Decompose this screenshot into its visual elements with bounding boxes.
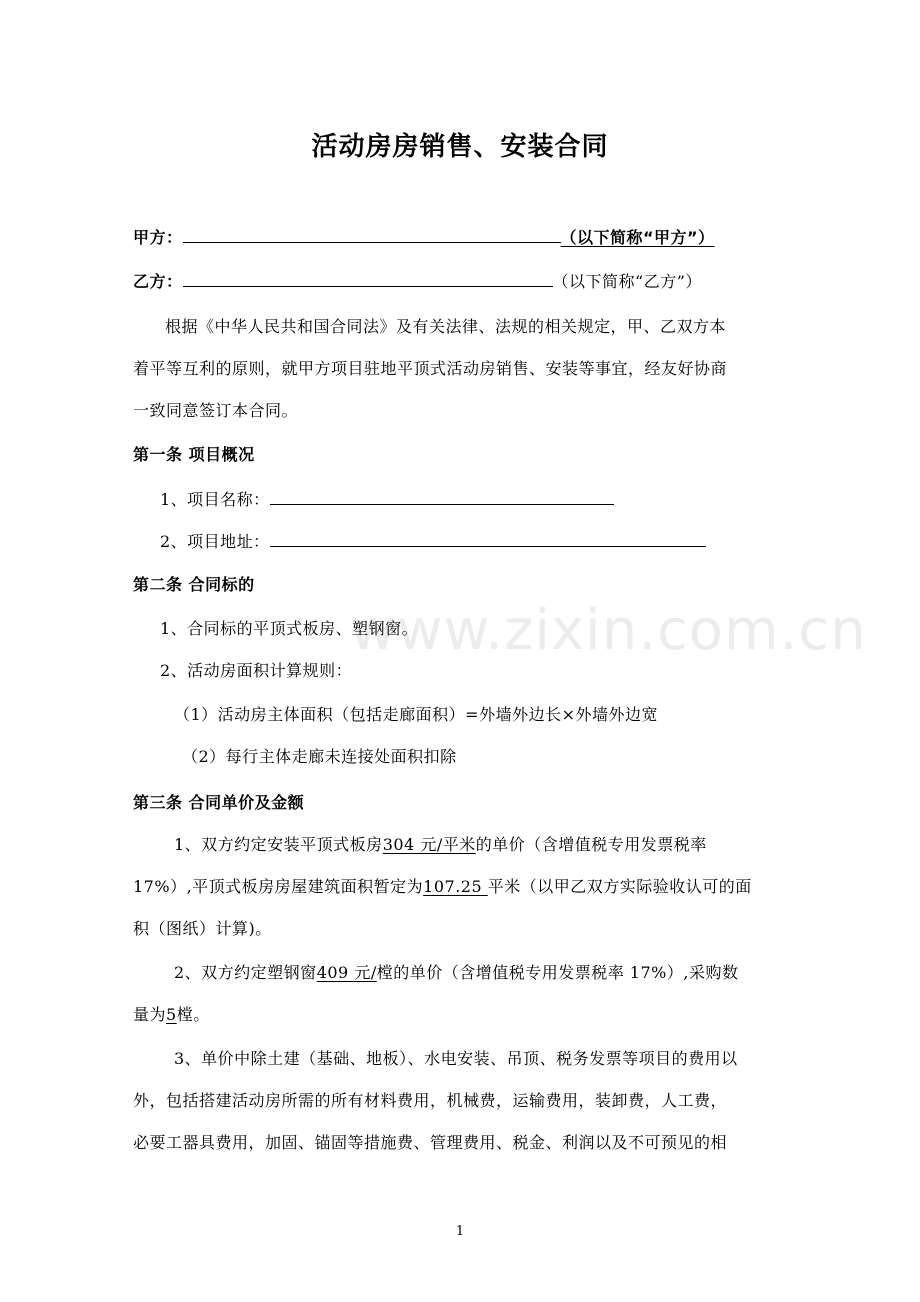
project-address-line [160,528,706,552]
party-a-line [133,224,715,248]
project-name-label: 1、项目名称： [160,490,270,509]
article3-p1-line3: 积（图纸）计算)。 [133,919,272,938]
article3-p3-line1: 3、单价中除土建（基础、地板）、水电安装、吊顶、税务发票等项目的费用以 [174,1049,738,1068]
page-number: 1 [455,1224,465,1239]
window-quantity: 5 [166,1005,177,1024]
board-house-unit-price: 304 元/平米 [382,835,476,854]
article2-heading: 第二条 合同标的 [133,575,255,594]
project-address-label: 2、项目地址： [160,532,270,551]
article3-p2-text-d: 樘。 [176,1005,210,1024]
article3-heading: 第三条 合同单价及金额 [133,793,305,812]
preamble-line-3: 一致同意签订本合同。 [133,401,299,420]
article2-item1: 1、合同标的平顶式板房、塑钢窗。 [160,619,419,638]
project-name-line [160,486,614,510]
article3-p1-text-c: 17%）,平顶式板房房屋建筑面积暂定为 [133,877,424,896]
article2-item2: 2、活动房面积计算规则： [160,661,353,680]
article3-p1-text-b: 的单价（含增值税专用发票税率 [475,835,707,854]
article3-p1-text-d: 平米（以甲乙双方实际验收认可的面 [487,877,752,896]
contract-title: 活动房房销售、安装合同 [311,132,609,162]
article3-p1-line2 [133,874,752,897]
article3-p2-line1 [174,960,738,983]
party-b-line [133,268,702,292]
building-area-value: 107.25 [423,877,488,896]
party-a-label: 甲方： [133,228,183,247]
article3-p3-line3: 必要工器具费用，加固、锚固等措施费、管理费用、税金、利润以及不可预见的相 [133,1133,728,1152]
article3-p2-text-a: 2、双方约定塑钢窗 [174,963,317,982]
article2-rule2: （2）每行主体走廊未连接处面积扣除 [182,747,457,766]
preamble-line-2: 着平等互利的原则，就甲方项目驻地平顶式活动房销售、安装等事宜，经友好协商 [133,359,728,378]
project-address-blank [270,528,706,547]
window-unit-price: 409 元/ [316,963,377,982]
article2-rule1: （1）活动房主体面积（包括走廊面积）=外墙外边长×外墙外边宽 [174,705,658,724]
article1-heading: 第一条 项目概况 [133,445,255,464]
project-name-blank [270,486,614,505]
party-a-blank [183,224,561,243]
party-b-suffix: （以下简称“乙方”） [552,272,702,291]
article3-p2-text-b: 樘的单价（含增值税专用发票税率 17%）,采购数 [376,963,739,982]
article3-p2-line2 [133,1002,210,1025]
article3-p1-line1 [174,832,707,855]
article3-p3-line2: 外，包括搭建活动房所需的所有材料费用，机械费，运输费用，装卸费，人工费， [133,1091,728,1110]
article3-p2-text-c: 量为 [133,1005,167,1024]
party-b-label: 乙方： [133,272,183,291]
watermark-text: www.zixin.com.cn [350,598,867,663]
party-a-suffix: （以下简称“甲方”） [560,228,715,247]
preamble-line-1: 根据《中华人民共和国合同法》及有关法律、法规的相关规定，甲、乙双方本 [165,317,727,336]
article3-p1-text-a: 1、双方约定安装平顶式板房 [174,835,383,854]
party-b-blank [183,268,553,287]
